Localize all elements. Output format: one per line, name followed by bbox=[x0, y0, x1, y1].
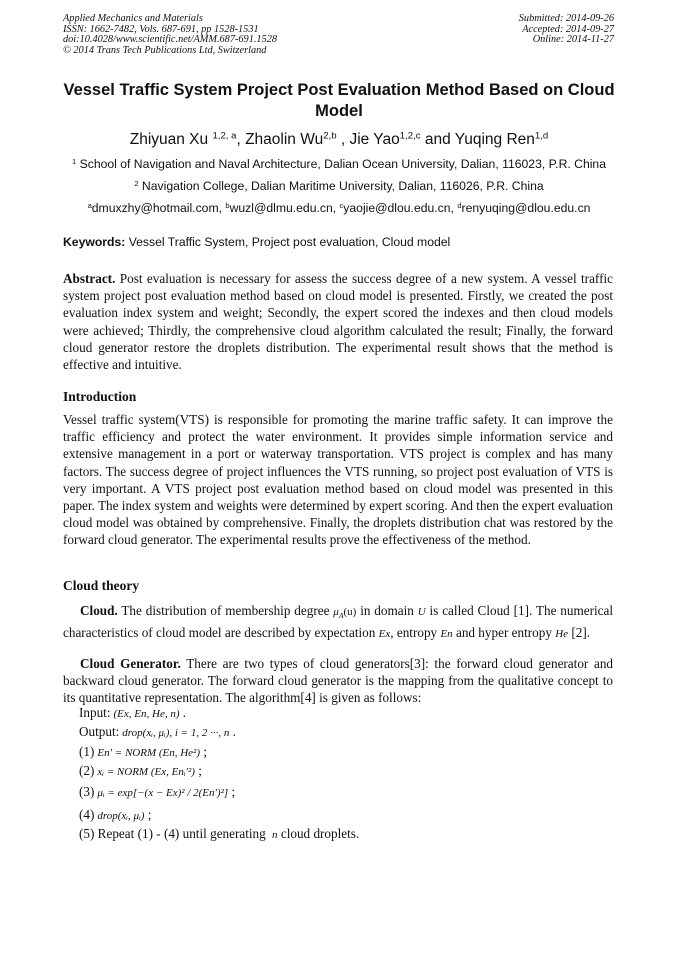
email-sup: b bbox=[225, 200, 230, 210]
aff-text: Navigation College, Dalian Maritime University, Dalian, 116026, P.R. China bbox=[138, 179, 544, 193]
introduction-heading: Introduction bbox=[63, 389, 137, 404]
algorithm-step-2 bbox=[79, 763, 202, 779]
step-end: . bbox=[179, 705, 187, 720]
step-label: (4) bbox=[79, 807, 95, 822]
cloud-generator-text bbox=[63, 655, 613, 707]
copyright-line: © 2014 Trans Tech Publications Ltd, Switzerland bbox=[63, 44, 267, 56]
author-name: Zhiyuan Xu bbox=[129, 131, 213, 148]
author-name: , Zhaolin Wu bbox=[236, 131, 324, 148]
online-date: Online: 2014-11-27 bbox=[532, 34, 614, 46]
algorithm-step-5 bbox=[79, 826, 359, 842]
email-sup: c bbox=[339, 200, 344, 210]
generator-text: There are two types of cloud generators[3]: the forward cloud generator and backward cloud generator. The forward cloud generator is the mapping from the qualitative concept to its quantitative representation. The algorithm[4] is given as follows: bbox=[63, 656, 614, 706]
author-sup: 1,d bbox=[534, 130, 549, 142]
math-subscript: A bbox=[338, 611, 344, 621]
step-end: . bbox=[229, 724, 236, 739]
text-run: in domain bbox=[356, 603, 418, 618]
email: yaojie@dlou.edu.cn, bbox=[343, 201, 458, 215]
math-arg: (u) bbox=[343, 606, 357, 618]
step-label: Input: bbox=[79, 705, 111, 720]
email: wuzl@dlmu.edu.cn, bbox=[229, 201, 340, 215]
step-end: ; bbox=[200, 744, 207, 759]
step-end: ; bbox=[228, 784, 236, 799]
step-math: n bbox=[272, 829, 278, 841]
cloud-definition bbox=[63, 602, 613, 644]
algorithm-input bbox=[79, 705, 186, 721]
math-symbol: μ bbox=[333, 606, 339, 618]
math-symbol: En bbox=[440, 628, 453, 641]
email: dmuxzhy@hotmail.com, bbox=[91, 201, 226, 215]
abstract bbox=[63, 270, 613, 373]
submitted-date: Submitted: 2014-09-26 bbox=[518, 13, 614, 24]
keywords-label: Keywords: bbox=[63, 235, 126, 249]
doi-line: doi:10.4028/www.scientific.net/AMM.687-691.1528 bbox=[63, 34, 278, 46]
step-math: xᵢ = NORM (Ex, Enᵢ′²) bbox=[97, 766, 195, 778]
author-list bbox=[0, 131, 678, 149]
email-list bbox=[0, 201, 678, 215]
step-math: μᵢ = exp[−(x − Ex)² / 2(En′)²] bbox=[97, 787, 229, 799]
aff-sup: 2 bbox=[134, 178, 139, 188]
affiliation-2 bbox=[0, 179, 678, 193]
author-sup: 2,b bbox=[323, 130, 337, 142]
math-mu bbox=[333, 606, 357, 621]
paper-title: Vessel Traffic System Project Post Evaluation Method Based on Cloud Model bbox=[63, 81, 615, 120]
math-symbol: He bbox=[555, 628, 569, 641]
introduction-text: Vessel traffic system(VTS) is responsible for promoting the marine traffic safety. It can improve the traffic efficiency and protect the water environment. It provides simple information service and extensive management in a port or waterway transportation. VTS project is complex and has many factors. The success degree of project influences the VTS running, so project post evaluation of VTS is very important. A VTS project post evaluation method based on cloud model was presented in this paper. The index system and weights were determined by expert scoring. And then the expert evaluation cloud model was obtained by comprehensive. Finally, the droplets distribution chat was restored by the forward cloud generator. The experimental results prove the effectiveness of the method. bbox=[63, 412, 613, 548]
text-run: The distribution of membership degree bbox=[117, 603, 334, 618]
email: renyuqing@dlou.edu.cn bbox=[461, 201, 591, 215]
abstract-text: Post evaluation is necessary for assess the success degree of a new system. A vessel traffic system project post evaluation method based on cloud model is presented. Firstly, we created the post evaluation index system and weight; Secondly, the expert scored the indexes and then cloud models were achieved; Thirdly, the comprehensive cloud algorithm calculated the result; Finally, the forward cloud generator restore the droplets distribution. The experimental result shows that the method is effective and intuitive. bbox=[63, 271, 613, 373]
algorithm-step-4 bbox=[79, 807, 151, 823]
step-label: (1) bbox=[79, 744, 95, 759]
generator-label: Cloud Generator. bbox=[80, 656, 181, 671]
author-name: , Jie Yao bbox=[336, 131, 400, 148]
author-name: and Yuqing Ren bbox=[420, 131, 535, 148]
step-math: (Ex, En, He, n) bbox=[113, 708, 180, 720]
step-math: drop(xᵢ, μᵢ) bbox=[97, 810, 145, 822]
step-label: Output: bbox=[79, 724, 120, 739]
journal-info bbox=[63, 14, 277, 56]
step-label: (3) bbox=[79, 784, 95, 799]
algorithm-step-3 bbox=[79, 784, 235, 800]
cloud-label: Cloud. bbox=[80, 603, 118, 618]
math-symbol: U bbox=[417, 606, 426, 618]
step-label: (2) bbox=[79, 763, 95, 778]
author-sup: 1,2,c bbox=[399, 130, 421, 142]
step-end: ; bbox=[144, 807, 152, 822]
accepted-date: Accepted: 2014-09-27 bbox=[522, 23, 614, 35]
affiliation-1 bbox=[0, 157, 678, 171]
cloud-theory-heading: Cloud theory bbox=[63, 578, 140, 593]
step-math: En′ = NORM (En, He²) bbox=[97, 747, 201, 759]
abstract-label: Abstract. bbox=[63, 271, 116, 286]
text-run: , entropy bbox=[390, 625, 441, 641]
math-symbol: Ex bbox=[378, 628, 391, 641]
step-math: drop(xᵢ, μᵢ), i = 1, 2 ···, n bbox=[122, 727, 230, 739]
algorithm-step-1 bbox=[79, 744, 207, 760]
issn-line: ISSN: 1662-7482, Vols. 687-691, pp 1528-1531 bbox=[63, 23, 259, 35]
text-run: is called Cloud [1]. The numerical characteristics of cloud model are described by expectation bbox=[63, 603, 613, 641]
journal-name: Applied Mechanics and Materials bbox=[63, 13, 203, 24]
text-run: and hyper entropy bbox=[452, 625, 556, 641]
email-sup: d bbox=[457, 200, 462, 210]
keywords-text: Vessel Traffic System, Project post evaluation, Cloud model bbox=[125, 235, 451, 249]
step-text: cloud droplets. bbox=[277, 826, 360, 841]
step-end: ; bbox=[194, 763, 202, 778]
aff-text: School of Navigation and Naval Architecture, Dalian Ocean University, Dalian, 116023, P.R. China bbox=[76, 157, 606, 171]
author-sup: 1,2, a bbox=[212, 130, 237, 142]
aff-sup: 1 bbox=[72, 156, 77, 166]
text-run: [2]. bbox=[568, 625, 591, 641]
step-text: (5) Repeat (1) - (4) until generating bbox=[79, 826, 270, 841]
keywords bbox=[63, 235, 450, 249]
algorithm-output bbox=[79, 724, 236, 740]
email-sup: a bbox=[87, 200, 92, 210]
dates-info bbox=[519, 14, 614, 46]
